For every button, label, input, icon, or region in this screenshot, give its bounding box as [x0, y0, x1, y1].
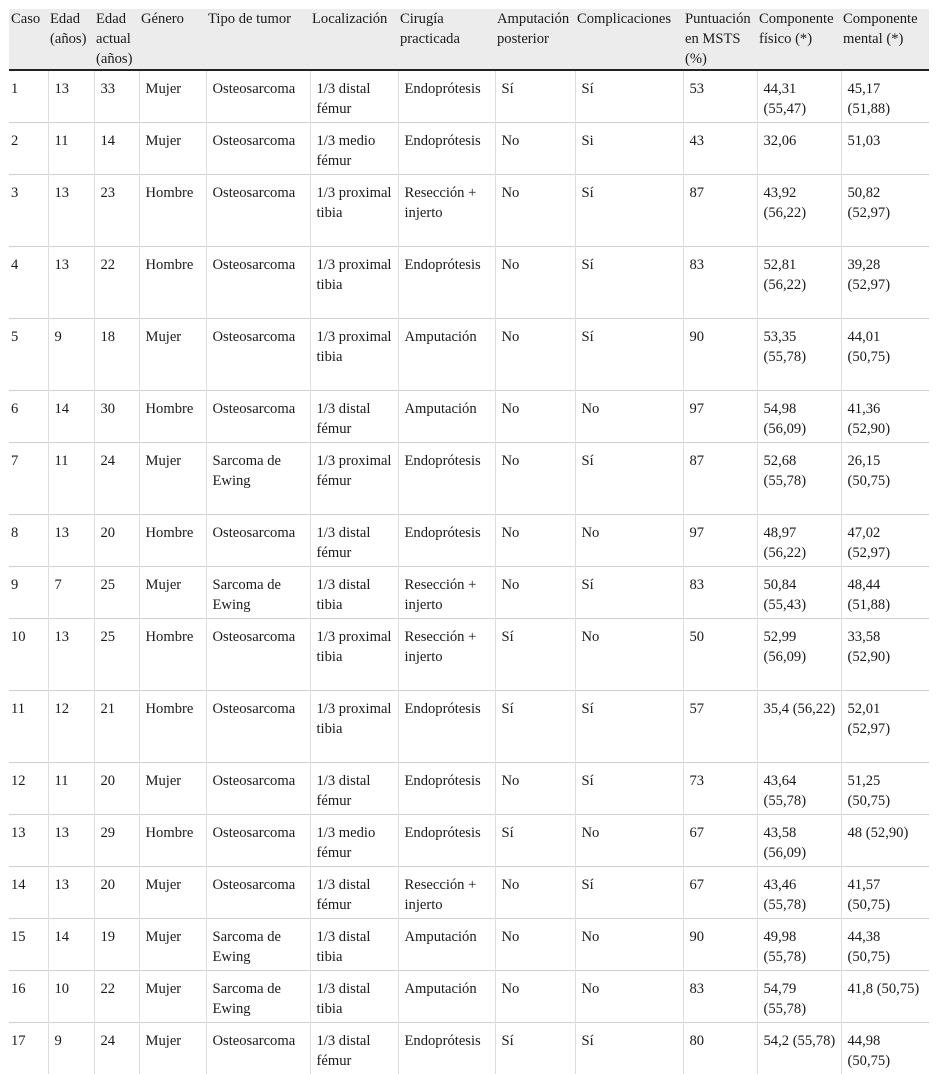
cell-complicaciones: No — [575, 391, 683, 443]
cell-amputacion: No — [495, 567, 575, 619]
cell-complicaciones: Sí — [575, 691, 683, 763]
cell-tipo-tumor: Osteosarcoma — [206, 515, 310, 567]
cell-mental: 41,8 (50,75) — [841, 971, 929, 1023]
cell-caso: 9 — [9, 567, 48, 619]
cell-genero: Mujer — [139, 919, 206, 971]
cell-edad-actual: 24 — [94, 1023, 139, 1074]
cell-mental: 26,15 (50,75) — [841, 443, 929, 515]
cell-caso: 6 — [9, 391, 48, 443]
cell-cirugia: Endoprótesis — [398, 815, 495, 867]
cell-tipo-tumor: Sarcoma de Ewing — [206, 919, 310, 971]
cell-localizacion: 1/3 proximal tibia — [310, 175, 398, 247]
cell-fisico: 48,97 (56,22) — [757, 515, 841, 567]
cell-msts: 53 — [683, 70, 757, 123]
cell-msts: 83 — [683, 247, 757, 319]
cell-complicaciones: No — [575, 515, 683, 567]
cell-caso: 8 — [9, 515, 48, 567]
cell-complicaciones: Sí — [575, 763, 683, 815]
cell-mental: 52,01 (52,97) — [841, 691, 929, 763]
cell-tipo-tumor: Osteosarcoma — [206, 247, 310, 319]
cell-amputacion: No — [495, 971, 575, 1023]
cell-msts: 87 — [683, 443, 757, 515]
table-row — [9, 515, 929, 567]
col-header-cirugia: Cirugía practicada — [398, 9, 495, 70]
cell-edad: 11 — [48, 123, 94, 175]
cell-edad-actual: 21 — [94, 691, 139, 763]
col-header-caso: Caso — [9, 9, 48, 70]
cell-complicaciones: Sí — [575, 70, 683, 123]
cell-cirugia: Endoprótesis — [398, 1023, 495, 1074]
cell-caso: 4 — [9, 247, 48, 319]
cell-mental: 44,01 (50,75) — [841, 319, 929, 391]
cell-tipo-tumor: Osteosarcoma — [206, 691, 310, 763]
cell-edad: 11 — [48, 763, 94, 815]
cell-localizacion: 1/3 medio fémur — [310, 123, 398, 175]
col-header-fisico: Componente físico (*) — [757, 9, 841, 70]
cell-edad-actual: 20 — [94, 867, 139, 919]
cell-msts: 57 — [683, 691, 757, 763]
cell-msts: 97 — [683, 515, 757, 567]
table-row — [9, 319, 929, 391]
cell-tipo-tumor: Sarcoma de Ewing — [206, 971, 310, 1023]
cell-msts: 83 — [683, 567, 757, 619]
col-header-edad-actual: Edad actual (años) — [94, 9, 139, 70]
cell-edad-actual: 19 — [94, 919, 139, 971]
cell-cirugia: Resección + injerto — [398, 175, 495, 247]
cell-caso: 1 — [9, 70, 48, 123]
cell-amputacion: Sí — [495, 619, 575, 691]
cell-amputacion: No — [495, 247, 575, 319]
cell-edad: 9 — [48, 319, 94, 391]
col-header-amputacion: Amputación posterior — [495, 9, 575, 70]
cell-msts: 80 — [683, 1023, 757, 1074]
cell-amputacion: No — [495, 443, 575, 515]
cell-cirugia: Resección + injerto — [398, 567, 495, 619]
patients-table — [9, 9, 929, 1074]
cell-fisico: 43,92 (56,22) — [757, 175, 841, 247]
col-header-tipo-tumor: Tipo de tumor — [206, 9, 310, 70]
cell-genero: Mujer — [139, 763, 206, 815]
cell-msts: 87 — [683, 175, 757, 247]
cell-amputacion: No — [495, 319, 575, 391]
table-row — [9, 619, 929, 691]
col-header-complicaciones: Complicaciones — [575, 9, 683, 70]
cell-mental: 45,17 (51,88) — [841, 70, 929, 123]
cell-tipo-tumor: Osteosarcoma — [206, 123, 310, 175]
cell-msts: 67 — [683, 867, 757, 919]
col-header-localizacion: Localización — [310, 9, 398, 70]
cell-edad-actual: 24 — [94, 443, 139, 515]
cell-localizacion: 1/3 distal fémur — [310, 70, 398, 123]
table-row — [9, 691, 929, 763]
cell-mental: 51,25 (50,75) — [841, 763, 929, 815]
cell-genero: Mujer — [139, 319, 206, 391]
cell-msts: 43 — [683, 123, 757, 175]
cell-localizacion: 1/3 distal fémur — [310, 867, 398, 919]
cell-edad-actual: 14 — [94, 123, 139, 175]
cell-tipo-tumor: Sarcoma de Ewing — [206, 567, 310, 619]
cell-complicaciones: Sí — [575, 175, 683, 247]
cell-localizacion: 1/3 distal tibia — [310, 567, 398, 619]
cell-amputacion: No — [495, 123, 575, 175]
cell-mental: 51,03 — [841, 123, 929, 175]
cell-caso: 16 — [9, 971, 48, 1023]
cell-complicaciones: No — [575, 815, 683, 867]
cell-localizacion: 1/3 distal fémur — [310, 1023, 398, 1074]
cell-fisico: 44,31 (55,47) — [757, 70, 841, 123]
cell-localizacion: 1/3 distal fémur — [310, 391, 398, 443]
cell-caso: 7 — [9, 443, 48, 515]
cell-edad-actual: 18 — [94, 319, 139, 391]
cell-localizacion: 1/3 proximal tibia — [310, 691, 398, 763]
cell-edad-actual: 29 — [94, 815, 139, 867]
table-body — [9, 70, 929, 1074]
cell-tipo-tumor: Osteosarcoma — [206, 70, 310, 123]
col-header-edad: Edad (años) — [48, 9, 94, 70]
cell-amputacion: No — [495, 391, 575, 443]
cell-genero: Mujer — [139, 70, 206, 123]
cell-fisico: 43,46 (55,78) — [757, 867, 841, 919]
cell-edad: 13 — [48, 70, 94, 123]
cell-localizacion: 1/3 proximal tibia — [310, 619, 398, 691]
cell-fisico: 53,35 (55,78) — [757, 319, 841, 391]
cell-genero: Hombre — [139, 391, 206, 443]
table-row — [9, 70, 929, 123]
cell-msts: 90 — [683, 319, 757, 391]
cell-caso: 12 — [9, 763, 48, 815]
cell-amputacion: No — [495, 515, 575, 567]
cell-fisico: 52,81 (56,22) — [757, 247, 841, 319]
table-row — [9, 815, 929, 867]
cell-mental: 47,02 (52,97) — [841, 515, 929, 567]
cell-fisico: 54,79 (55,78) — [757, 971, 841, 1023]
table-row — [9, 567, 929, 619]
cell-cirugia: Endoprótesis — [398, 443, 495, 515]
cell-tipo-tumor: Osteosarcoma — [206, 175, 310, 247]
cell-cirugia: Resección + injerto — [398, 867, 495, 919]
cell-edad: 13 — [48, 867, 94, 919]
cell-fisico: 32,06 — [757, 123, 841, 175]
cell-edad-actual: 23 — [94, 175, 139, 247]
cell-localizacion: 1/3 distal fémur — [310, 515, 398, 567]
cell-localizacion: 1/3 distal tibia — [310, 919, 398, 971]
cell-localizacion: 1/3 proximal tibia — [310, 247, 398, 319]
cell-cirugia: Amputación — [398, 971, 495, 1023]
cell-caso: 3 — [9, 175, 48, 247]
table-row — [9, 919, 929, 971]
cell-edad-actual: 25 — [94, 619, 139, 691]
cell-tipo-tumor: Osteosarcoma — [206, 391, 310, 443]
col-header-msts: Puntuación en MSTS (%) — [683, 9, 757, 70]
cell-caso: 2 — [9, 123, 48, 175]
cell-mental: 41,36 (52,90) — [841, 391, 929, 443]
cell-fisico: 43,58 (56,09) — [757, 815, 841, 867]
cell-localizacion: 1/3 proximal tibia — [310, 319, 398, 391]
cell-caso: 5 — [9, 319, 48, 391]
cell-edad-actual: 22 — [94, 247, 139, 319]
cell-fisico: 35,4 (56,22) — [757, 691, 841, 763]
cell-mental: 44,98 (50,75) — [841, 1023, 929, 1074]
cell-mental: 44,38 (50,75) — [841, 919, 929, 971]
cell-caso: 13 — [9, 815, 48, 867]
cell-mental: 33,58 (52,90) — [841, 619, 929, 691]
cell-genero: Hombre — [139, 815, 206, 867]
table-row — [9, 247, 929, 319]
cell-amputacion: No — [495, 919, 575, 971]
table-row — [9, 443, 929, 515]
cell-genero: Mujer — [139, 971, 206, 1023]
cell-msts: 90 — [683, 919, 757, 971]
cell-mental: 48 (52,90) — [841, 815, 929, 867]
table-row — [9, 867, 929, 919]
cell-tipo-tumor: Osteosarcoma — [206, 319, 310, 391]
cell-edad: 9 — [48, 1023, 94, 1074]
table-row — [9, 175, 929, 247]
cell-edad: 13 — [48, 815, 94, 867]
cell-genero: Hombre — [139, 515, 206, 567]
cell-genero: Hombre — [139, 691, 206, 763]
cell-localizacion: 1/3 distal tibia — [310, 971, 398, 1023]
cell-cirugia: Endoprótesis — [398, 123, 495, 175]
cell-msts: 97 — [683, 391, 757, 443]
cell-msts: 73 — [683, 763, 757, 815]
cell-edad: 7 — [48, 567, 94, 619]
cell-localizacion: 1/3 medio fémur — [310, 815, 398, 867]
cell-genero: Mujer — [139, 123, 206, 175]
cell-complicaciones: Si — [575, 123, 683, 175]
cell-cirugia: Endoprótesis — [398, 70, 495, 123]
cell-complicaciones: No — [575, 971, 683, 1023]
cell-edad-actual: 30 — [94, 391, 139, 443]
cell-tipo-tumor: Osteosarcoma — [206, 619, 310, 691]
cell-fisico: 54,2 (55,78) — [757, 1023, 841, 1074]
cell-fisico: 52,68 (55,78) — [757, 443, 841, 515]
cell-caso: 10 — [9, 619, 48, 691]
table-row — [9, 123, 929, 175]
cell-cirugia: Amputación — [398, 391, 495, 443]
cell-fisico: 43,64 (55,78) — [757, 763, 841, 815]
cell-fisico: 54,98 (56,09) — [757, 391, 841, 443]
cell-cirugia: Endoprótesis — [398, 515, 495, 567]
col-header-genero: Género — [139, 9, 206, 70]
cell-complicaciones: Sí — [575, 1023, 683, 1074]
cell-edad: 11 — [48, 443, 94, 515]
cell-mental: 50,82 (52,97) — [841, 175, 929, 247]
cell-mental: 39,28 (52,97) — [841, 247, 929, 319]
cell-edad-actual: 25 — [94, 567, 139, 619]
cell-msts: 50 — [683, 619, 757, 691]
cell-cirugia: Endoprótesis — [398, 763, 495, 815]
cell-cirugia: Amputación — [398, 319, 495, 391]
table-row — [9, 391, 929, 443]
cell-complicaciones: No — [575, 919, 683, 971]
cell-edad-actual: 33 — [94, 70, 139, 123]
cell-edad: 13 — [48, 515, 94, 567]
cell-localizacion: 1/3 proximal fémur — [310, 443, 398, 515]
cell-genero: Hombre — [139, 175, 206, 247]
cell-caso: 17 — [9, 1023, 48, 1074]
cell-caso: 14 — [9, 867, 48, 919]
cell-complicaciones: Sí — [575, 247, 683, 319]
cell-genero: Hombre — [139, 247, 206, 319]
cell-mental: 48,44 (51,88) — [841, 567, 929, 619]
cell-genero: Mujer — [139, 567, 206, 619]
table-row — [9, 971, 929, 1023]
cell-msts: 83 — [683, 971, 757, 1023]
cell-fisico: 50,84 (55,43) — [757, 567, 841, 619]
col-header-mental: Componente mental (*) — [841, 9, 929, 70]
cell-edad: 13 — [48, 247, 94, 319]
cell-edad: 14 — [48, 391, 94, 443]
cell-amputacion: Sí — [495, 70, 575, 123]
cell-amputacion: Sí — [495, 815, 575, 867]
cell-edad: 13 — [48, 619, 94, 691]
cell-complicaciones: Sí — [575, 567, 683, 619]
cell-localizacion: 1/3 distal fémur — [310, 763, 398, 815]
cell-caso: 15 — [9, 919, 48, 971]
cell-fisico: 49,98 (55,78) — [757, 919, 841, 971]
cell-complicaciones: Sí — [575, 443, 683, 515]
cell-edad-actual: 22 — [94, 971, 139, 1023]
cell-cirugia: Resección + injerto — [398, 619, 495, 691]
cell-msts: 67 — [683, 815, 757, 867]
cell-mental: 41,57 (50,75) — [841, 867, 929, 919]
cell-genero: Hombre — [139, 619, 206, 691]
cell-edad-actual: 20 — [94, 763, 139, 815]
cell-amputacion: No — [495, 763, 575, 815]
cell-complicaciones: Sí — [575, 319, 683, 391]
cell-amputacion: Sí — [495, 691, 575, 763]
cell-complicaciones: No — [575, 619, 683, 691]
table-row — [9, 763, 929, 815]
cell-genero: Mujer — [139, 867, 206, 919]
header-row — [9, 9, 929, 70]
cell-complicaciones: Sí — [575, 867, 683, 919]
cell-edad: 10 — [48, 971, 94, 1023]
cell-tipo-tumor: Osteosarcoma — [206, 815, 310, 867]
cell-amputacion: No — [495, 175, 575, 247]
cell-amputacion: No — [495, 867, 575, 919]
cell-cirugia: Endoprótesis — [398, 247, 495, 319]
cell-tipo-tumor: Osteosarcoma — [206, 867, 310, 919]
cell-tipo-tumor: Osteosarcoma — [206, 763, 310, 815]
cell-caso: 11 — [9, 691, 48, 763]
cell-genero: Mujer — [139, 443, 206, 515]
cell-edad: 12 — [48, 691, 94, 763]
cell-tipo-tumor: Osteosarcoma — [206, 1023, 310, 1074]
cell-tipo-tumor: Sarcoma de Ewing — [206, 443, 310, 515]
results-table-container — [9, 9, 929, 1074]
cell-edad: 13 — [48, 175, 94, 247]
cell-fisico: 52,99 (56,09) — [757, 619, 841, 691]
cell-genero: Mujer — [139, 1023, 206, 1074]
cell-cirugia: Endoprótesis — [398, 691, 495, 763]
cell-edad: 14 — [48, 919, 94, 971]
cell-edad-actual: 20 — [94, 515, 139, 567]
cell-cirugia: Amputación — [398, 919, 495, 971]
table-row — [9, 1023, 929, 1074]
cell-amputacion: Sí — [495, 1023, 575, 1074]
